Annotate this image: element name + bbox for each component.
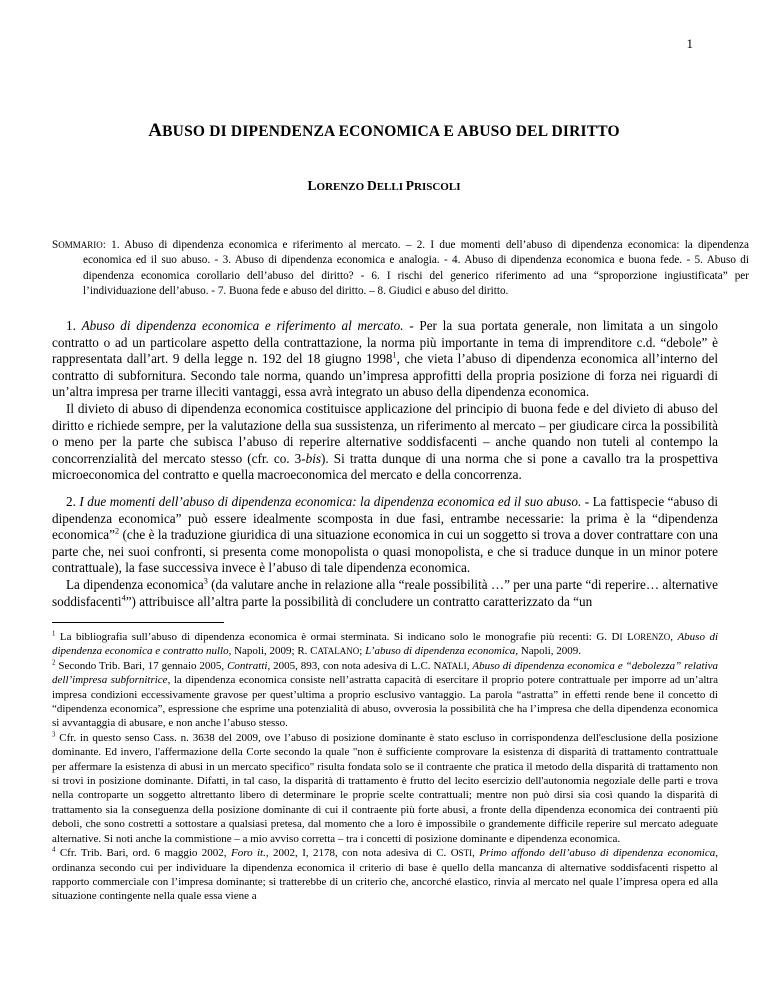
main-text [52,318,718,610]
footnote-4: $^4$ Cfr. Trib. Bari, ord. 6 maggio 2002, Foro it., 2002, I, 2178, con nota adesiva di C. OSTI, Primo affondo dell’abuso di dipendenza economica, ordinanza secondo cui per individuare la dipendenza economica il criterio di base è quello della mancanza di alternative soddisfacenti rispetto al rapporto commerciale con l’impresa dominante; si tratterebbe di un criterio che, ancorché elastico, rinvia al mercato nel quale l’impresa opera ed alla situazione contingente nella quale essa viene a [52,846,718,903]
section-2-heading: I due momenti dell’abuso di dipendenza economica: la dipendenza economica ed il suo abuso. [79,493,582,509]
footnote-2: $^2$ Secondo Trib. Bari, 17 gennaio 2005, Contratti, 2005, 893, con nota adesiva di L.C. NATALI, Abuso di dipendenza economica e “debolezza” relativa dell’impresa subfornitrice, la dipendenza economica consiste nell’astratta capacità di esercitare il proprio potere contrattuale per imporre ad un’altra impresa condizioni eccessivamente gravose per quest’ultima a proprio esclusivo vantaggio. La parola “astratta” in effetti rende bene il concetto di “dipendenza economica”, espressione che esprime una potenzialità di abuso, ovverosia la possibilità che ha l’impresa che della dipendenza economica si avvantaggia di abusare, e non anche l’abuso stesso. [52,659,718,730]
section-1-paragraph-2: Il divieto di abuso di dipendenza economica costituisce applicazione del principio di buona fede e del divieto di abuso del diritto e richiede sempre, per la valutazione della sua sussistenza, un riferimento al mercato – per giudicare circa la possibilità o meno per la parte che subisca l’abuso di reperire alternative soddisfacenti – anche quando non tuteli al contempo la concorrenzialità del mercato stesso (cfr. co. 3-bis). Si tratta dunque di una norma che si pone a cavallo tra la prospettiva microeconomica del contratto e quella macroeconomica del mercato e della concorrenza. [52,400,718,483]
title-initial: A [148,120,163,141]
footnote-ref-4[interactable]: 4 [121,593,126,603]
summary-block [52,238,749,300]
document-title [60,120,708,142]
summary-label-initial: S [52,239,59,251]
footnotes [52,630,718,904]
footnote-ref-2[interactable]: 2 [114,526,120,536]
summary-label-rest: OMMARIO [58,240,103,250]
footnote-1: $^1$ La bibliografia sull’abuso di dipendenza economica è ormai sterminata. Si indicano solo le monografie più recenti: G. DI LORENZO, Abuso di dipendenza economica e contratto nullo, Napoli, 2009; R. CATALANO; L’abuso di dipendenza economica, Napoli, 2009. [52,630,719,658]
footnote-ref-3[interactable]: 3 [203,576,208,586]
summary-text: : 1. Abuso di dipendenza economica e riferimento al mercato. – 2. I due momenti dell’abuso di dipendenza economica: la dipendenza economica ed il suo abuso. - 3. Abuso di dipendenza economica e analogia. - 4. Abuso di dipendenza economica e buona fede. - 5. Abuso di dipendenza economica corollario dell’abuso del diritto? - 6. I rischi del generico riferimento ad una “sproporzione ingiustificata” per l’individuazione dell’abuso. - 7. Buona fede e abuso del diritto. – 8. Giudici e abuso del diritto. [83,239,749,298]
section-2-paragraph-2: La dipendenza economica$^3$ (da valutare anche in relazione alla “reale possibilità …” per una parte “di reperire… alternative soddisfacenti$^4$”) attribuisce all’altra parte la possibilità di concludere un contratto caratterizzato da “un [52,576,718,609]
section-1-paragraph: 1. Abuso di dipendenza economica e riferimento al mercato. - Per la sua portata generale, non limitata a un singolo contratto o ad un particolare aspetto della contrattazione, la norma più importante in tema di imprenditore c.d. “debole” è rappresentata dall’art. 9 della legge n. 192 del 18 giugno 1998$^1$, che vieta l’abuso di dipendenza economica all’interno del contratto di subfornitura. Secondo tale norma, quando un’impresa approfitti della propria posizione di forza nei riguardi di un’altra impresa per trarne illeciti vantaggi, essa avrà integrato un abuso della dipendenza economica. [52,318,719,400]
section-2-paragraph: 2. I due momenti dell’abuso di dipendenza economica: la dipendenza economica ed il suo abuso. - La fattispecie “abuso di dipendenza economica” può essere idealmente scomposta in due fasi, entrambe necessarie: la prima è la “dipendenza economica”$^2$ (che è la traduzione giuridica di una situazione economica in cui un soggetto si trova a dover contrattare con una parte che, nei suoi confronti, si presenta come monopolista o quasi monopolista, e che si traduce dunque in un minor potere contrattuale), la fase successiva invece è l’abuso di tale dipendenza economica. [52,493,719,576]
title-rest: BUSO DI DIPENDENZA ECONOMICA E ABUSO DEL DIRITTO [162,123,620,140]
page-number: 1 [686,36,693,51]
author-name: LORENZO DELLI PRISCOLI [307,178,461,193]
footnote-3: $^3$ Cfr. in questo senso Cass. n. 3638 del 2009, ove l’abuso di posizione dominante è stato escluso in corrispondenza dell'esclusione della posizione dominante. Ed invero, l'affermazione della Corte secondo la quale "non è sufficiente comprovare la esistenza di disparità di trattamento contrattuale per affermare la esistenza di abusi in un mercato specifico" risulta fondata solo se il contraente che pratica il metodo della disparità di trattamento non si trovi in posizione dominante. Difatti, in tal caso, la disparità di trattamento è frutto del lecito esercizio dell'autonomia negoziale delle parti e trova nella controparte un soggetto altrettanto libero di determinare le proprie scelte contrattuali; mentre non può dirsi sia così quando la disparità di trattamento sia la conseguenza della posizione dominante di cui il contraente più forte abusi, a fronte della dipendenza economica dei contraenti più deboli, che sono costretti a sottostare a qualsiasi pretesa, dal momento che a loro è impossibile o grandemente difficile reperire sul mercato adeguate alternative. Si noti anche la commistione – a mio avviso corretta – tra i concetti di posizione dominante e dipendenza economica. [52,731,718,845]
footnote-separator [52,622,224,623]
footnote-ref-1[interactable]: 1 [392,350,397,360]
section-1-heading: Abuso di dipendenza economica e riferimento al mercato. [81,318,404,333]
